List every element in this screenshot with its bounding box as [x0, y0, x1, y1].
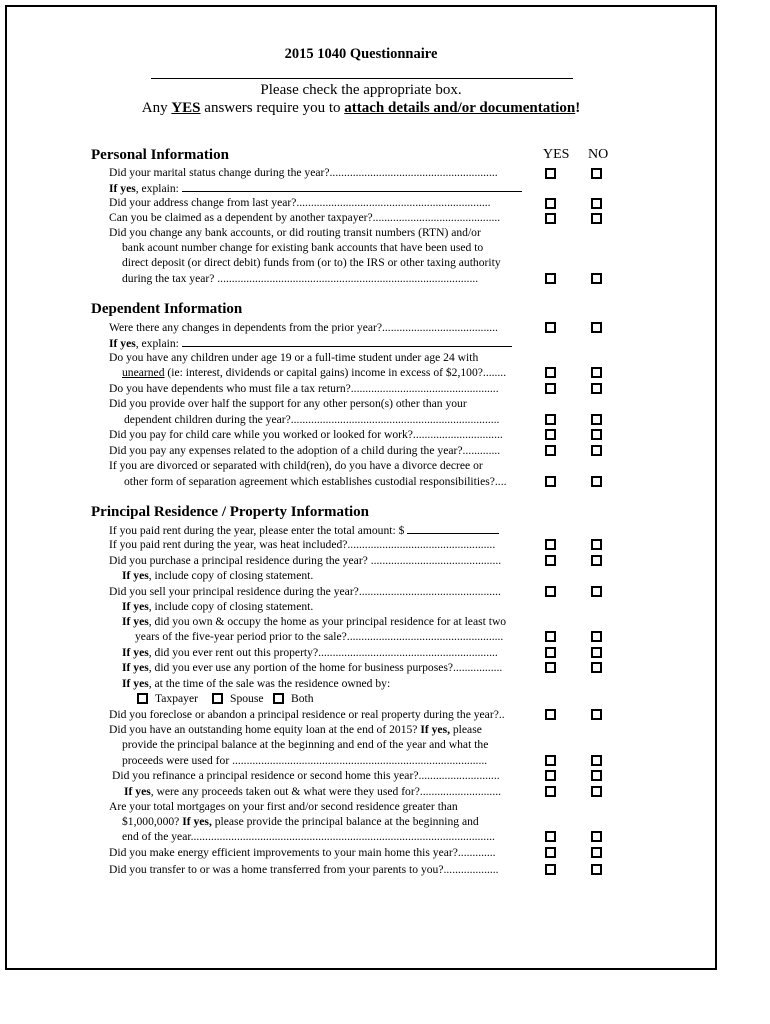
instructions-middle: answers require you to [200, 100, 345, 116]
owner-taxpayer-label: Taxpayer [155, 692, 198, 705]
personal-q4-yes-checkbox[interactable] [545, 273, 556, 284]
residence-q12-text: , were any proceeds taken out & what were they used for?............................ [150, 785, 502, 798]
personal-q1-ifyes: If yes [109, 182, 136, 195]
residence-q8 [122, 677, 390, 690]
residence-q10-line2: provide the principal balance at the beginning and end of the year and what the [122, 738, 489, 751]
residence-q5-ifyes: If yes [122, 615, 149, 628]
residence-q14-no-checkbox[interactable] [591, 847, 602, 858]
personal-q3: Can you be claimed as a dependent by another taxpayer?............................................ [109, 211, 501, 224]
residence-q9-no-checkbox[interactable] [591, 709, 602, 720]
residence-q13-amount: $1,000,000? [122, 815, 183, 828]
residence-q10-line1-tail: please [449, 723, 482, 736]
owner-both-checkbox[interactable] [273, 693, 284, 704]
residence-q6 [122, 646, 498, 659]
residence-q1 [109, 523, 499, 537]
dependent-q4-no-checkbox[interactable] [591, 414, 602, 425]
personal-q1-yes-checkbox[interactable] [545, 168, 556, 179]
residence-q5-line2: years of the five-year period prior to the sale?...................................................... [135, 630, 504, 643]
dependent-q2-yes-checkbox[interactable] [545, 367, 556, 378]
residence-q4-no-checkbox[interactable] [591, 586, 602, 597]
dependent-q7-line1: If you are divorced or separated with child(ren), do you have a divorce decree or [109, 459, 483, 472]
dependent-q6-yes-checkbox[interactable] [545, 445, 556, 456]
personal-q1: Did your marital status change during the year?.......................................................... [109, 166, 498, 179]
residence-q7-ifyes: If yes [122, 661, 149, 674]
column-header-yes: YES [543, 147, 570, 162]
residence-q13-line1: Are your total mortgages on your first and/or second residence greater than [109, 800, 458, 813]
owner-both-label: Both [291, 692, 314, 705]
personal-q2: Did your address change from last year?................................................................... [109, 196, 491, 209]
residence-q3-followup [122, 569, 313, 582]
dependent-q1-explain-label: , explain: [135, 337, 179, 350]
dependent-q4-line1: Did you provide over half the support for any other person(s) other than your [109, 397, 467, 410]
instructions-prefix: Any [141, 100, 172, 116]
dependent-q2-line1: Do you have any children under age 19 or a full-time student under age 24 with [109, 351, 479, 364]
residence-q15-no-checkbox[interactable] [591, 864, 602, 875]
residence-q3: Did you purchase a principal residence during the year? ............................................. [109, 554, 502, 567]
personal-q4-line2: bank acount number change for existing bank accounts that have been used to [122, 241, 484, 254]
residence-q4-closing: , include copy of closing statement. [148, 600, 314, 613]
residence-q14: Did you make energy efficient improvements to your main home this year?............. [109, 846, 496, 859]
dependent-q1-ifyes: If yes [109, 337, 136, 350]
dependent-q4-yes-checkbox[interactable] [545, 414, 556, 425]
title-rule [151, 78, 573, 79]
dependent-q1-no-checkbox[interactable] [591, 322, 602, 333]
residence-q13-line2-text: please provide the principal balance at the beginning and [211, 815, 479, 828]
owner-spouse-label: Spouse [230, 692, 264, 705]
residence-q5-no-checkbox[interactable] [591, 631, 602, 642]
owner-taxpayer-checkbox[interactable] [137, 693, 148, 704]
residence-q5-yes-checkbox[interactable] [545, 631, 556, 642]
residence-q12-yes-checkbox[interactable] [545, 786, 556, 797]
residence-q10-line1-text: Did you have an outstanding home equity loan at the end of 2015? [109, 723, 421, 736]
residence-q3-no-checkbox[interactable] [591, 555, 602, 566]
residence-q5-line1 [122, 615, 506, 628]
residence-q14-yes-checkbox[interactable] [545, 847, 556, 858]
residence-q6-yes-checkbox[interactable] [545, 647, 556, 658]
dependent-q3: Do you have dependents who must file a tax return?................................................... [109, 382, 499, 395]
personal-q4-line1: Did you change any bank accounts, or did routing transit numbers (RTN) and/or [109, 226, 481, 239]
residence-q10-line3: proceeds were used for ........................................................................................ [122, 754, 488, 767]
dependent-q1-explain-field[interactable] [182, 336, 512, 347]
personal-q1-explain-label: , explain: [135, 182, 179, 195]
dependent-q5-no-checkbox[interactable] [591, 429, 602, 440]
residence-q11-no-checkbox[interactable] [591, 770, 602, 781]
instructions-attach: attach details and/or documentation [344, 100, 576, 116]
residence-q4: Did you sell your principal residence during the year?................................................. [109, 585, 501, 598]
personal-q3-no-checkbox[interactable] [591, 213, 602, 224]
residence-q7 [122, 661, 502, 674]
residence-q9-yes-checkbox[interactable] [545, 709, 556, 720]
dependent-q5: Did you pay for child care while you worked or looked for work?............................... [109, 428, 503, 441]
personal-q3-yes-checkbox[interactable] [545, 213, 556, 224]
residence-q6-no-checkbox[interactable] [591, 647, 602, 658]
dependent-q3-no-checkbox[interactable] [591, 383, 602, 394]
residence-q3-yes-checkbox[interactable] [545, 555, 556, 566]
dependent-q2-line2-text: (ie: interest, dividends or capital gains) income in excess of $2,100?........ [164, 366, 507, 379]
residence-q7-text: , did you ever use any portion of the home for business purposes?................. [148, 661, 503, 674]
residence-q6-text: , did you ever rent out this property?.............................................................. [148, 646, 498, 659]
personal-q1-explain [109, 181, 522, 195]
residence-q4-yes-checkbox[interactable] [545, 586, 556, 597]
personal-q1-no-checkbox[interactable] [591, 168, 602, 179]
rent-amount-field[interactable] [407, 523, 499, 534]
residence-q13-no-checkbox[interactable] [591, 831, 602, 842]
residence-q10-line1 [109, 723, 482, 736]
residence-q13-line3: end of the year......................................................................................................... [122, 830, 495, 843]
dependent-q1-explain [109, 336, 512, 350]
dependent-q1-yes-checkbox[interactable] [545, 322, 556, 333]
residence-q2-yes-checkbox[interactable] [545, 539, 556, 550]
residence-q11: Did you refinance a principal residence or second home this year?............................ [112, 769, 500, 782]
residence-q6-ifyes: If yes [122, 646, 149, 659]
residence-q10-no-checkbox[interactable] [591, 755, 602, 766]
residence-q7-yes-checkbox[interactable] [545, 662, 556, 673]
residence-q12 [124, 785, 501, 798]
personal-q1-explain-field[interactable] [182, 181, 522, 192]
residence-q13-yes-checkbox[interactable] [545, 831, 556, 842]
dependent-q5-yes-checkbox[interactable] [545, 429, 556, 440]
residence-q5-line1-text: , did you own & occupy the home as your principal residence for at least two [148, 615, 507, 628]
residence-q4-ifyes: If yes [122, 600, 149, 613]
dependent-q6-no-checkbox[interactable] [591, 445, 602, 456]
column-header-no: NO [588, 147, 609, 162]
personal-q4-line4: during the tax year? .......................................................................................... [122, 272, 479, 285]
dependent-q2-line2 [122, 366, 506, 379]
residence-q12-ifyes: If yes [124, 785, 151, 798]
dependent-q7-line2: other form of separation agreement which establishes custodial responsibilities?.... [124, 475, 507, 488]
residence-q13-ifyes: If yes, [182, 815, 212, 828]
residence-q15-yes-checkbox[interactable] [545, 864, 556, 875]
personal-q2-no-checkbox[interactable] [591, 198, 602, 209]
instructions-suffix: ! [575, 100, 581, 116]
residence-q2-no-checkbox[interactable] [591, 539, 602, 550]
instructions-yes: YES [171, 100, 201, 116]
dependent-q1: Were there any changes in dependents from the prior year?........................................ [109, 321, 498, 334]
residence-q10-yes-checkbox[interactable] [545, 755, 556, 766]
instructions-line2 [0, 100, 722, 117]
residence-q3-closing: , include copy of closing statement. [148, 569, 314, 582]
dependent-q6: Did you pay any expenses related to the adoption of a child during the year?............. [109, 444, 501, 457]
section-heading-dependent: Dependent Information [91, 301, 243, 317]
residence-q3-ifyes: If yes [122, 569, 149, 582]
dependent-q4-line2: dependent children during the year?........................................................................ [124, 413, 500, 426]
residence-q4-followup [122, 600, 313, 613]
personal-q2-yes-checkbox[interactable] [545, 198, 556, 209]
residence-q15: Did you transfer to or was a home transferred from your parents to you?................... [109, 863, 499, 876]
section-heading-residence: Principal Residence / Property Information [91, 504, 370, 520]
dependent-q2-no-checkbox[interactable] [591, 367, 602, 378]
dependent-q7-no-checkbox[interactable] [591, 476, 602, 487]
residence-q8-ifyes: If yes [122, 677, 149, 690]
personal-q4-no-checkbox[interactable] [591, 273, 602, 284]
residence-q8-text: , at the time of the sale was the residence owned by: [148, 677, 391, 690]
dependent-q3-yes-checkbox[interactable] [545, 383, 556, 394]
residence-q10-ifyes: If yes, [420, 723, 450, 736]
residence-q12-no-checkbox[interactable] [591, 786, 602, 797]
residence-q7-no-checkbox[interactable] [591, 662, 602, 673]
residence-q2: If you paid rent during the year, was heat included?................................................... [109, 538, 496, 551]
residence-q9: Did you foreclose or abandon a principal residence or real property during the year?.. [109, 708, 505, 721]
dependent-q2-unearned: unearned [122, 366, 165, 379]
page-title: 2015 1040 Questionnaire [284, 46, 438, 62]
dependent-q7-yes-checkbox[interactable] [545, 476, 556, 487]
residence-q1-label: If you paid rent during the year, please enter the total amount: $ [109, 524, 405, 537]
personal-q4-line3: direct deposit (or direct debit) funds from (or to) the IRS or other taxing authority [122, 256, 501, 269]
section-heading-personal: Personal Information [91, 147, 229, 163]
owner-spouse-checkbox[interactable] [212, 693, 223, 704]
residence-q13-line2 [122, 815, 479, 828]
instructions-line1: Please check the appropriate box. [260, 82, 462, 98]
residence-q11-yes-checkbox[interactable] [545, 770, 556, 781]
